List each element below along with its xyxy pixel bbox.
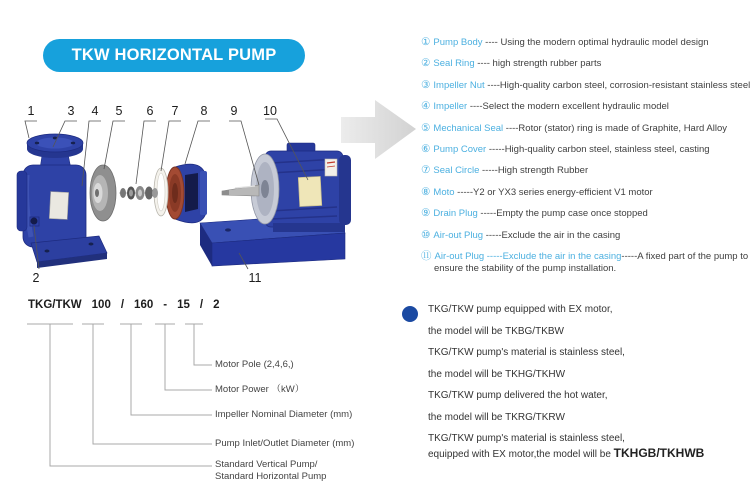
part-number-badge: ⑥ <box>421 142 431 155</box>
model-label-standard-horizontal: Standard Horizontal Pump <box>215 471 327 482</box>
part-number-badge: ④ <box>421 100 431 113</box>
part-callout: 1 <box>27 104 35 118</box>
part-name: Impeller Nut <box>433 79 485 91</box>
model-label-motor-pole: Motor Pole (2,4,6,) <box>215 359 294 370</box>
part-callout: 6 <box>146 104 154 118</box>
note-line <box>428 447 753 461</box>
part-description: ----High-quality carbon steel, corrosion-resistant stainless steel <box>484 79 751 91</box>
note-line: the model will be TKBG/TKBW <box>428 325 564 337</box>
model-label-inlet-outlet: Pump Inlet/Outlet Diameter (mm) <box>215 438 355 449</box>
part-list-item <box>421 36 756 49</box>
part-list-item <box>421 207 756 220</box>
model-separator: / <box>120 299 125 311</box>
part-callout: 7 <box>171 104 179 118</box>
part-number-badge: ⑩ <box>421 228 431 241</box>
mechanical-seal-parts <box>119 186 158 200</box>
model-code-tree-lines <box>0 318 400 493</box>
model-code <box>28 299 219 311</box>
part-list-item <box>421 164 756 177</box>
model-separator: / <box>199 299 204 311</box>
pump-cover <box>166 164 207 223</box>
part-number-badge: ⑪ <box>421 249 432 262</box>
right-arrow-icon <box>341 100 416 159</box>
part-description: -----Exclude the air in the casing <box>483 229 621 241</box>
part-name: Pump Cover <box>433 143 487 155</box>
part-name: Pump Body <box>433 37 483 48</box>
note-bullet-icon <box>402 306 418 322</box>
note-model-code-strong: TKHGB/TKHWB <box>613 446 705 460</box>
page-title: TKW HORIZONTAL PUMP <box>71 46 277 64</box>
part-list-item <box>421 143 756 156</box>
model-separator: - <box>163 299 168 311</box>
part-callout: 9 <box>230 104 238 118</box>
part-name: Impeller <box>433 101 468 113</box>
part-description: -----A fixed part of the pump to ensure the stability of the pump installation. <box>434 250 749 274</box>
motor-shaft <box>222 185 259 196</box>
part-list-item <box>421 57 756 70</box>
part-number-badge: ③ <box>421 78 431 91</box>
part-name: Air-out Plug -----Exclude the air in the casing <box>434 250 622 262</box>
note-line: TKG/TKW pump's material is stainless steel, <box>428 433 625 444</box>
part-name: Mechanical Seal <box>433 122 504 134</box>
part-number-badge: ⑧ <box>421 185 431 198</box>
model-label-impeller-diameter: Impeller Nominal Diameter (mm) <box>215 409 353 420</box>
model-label-motor-power: Motor Power （kW） <box>215 384 305 395</box>
part-callout: 5 <box>115 104 123 118</box>
model-segment-pole: 2 <box>213 299 220 311</box>
model-segment-impeller: 160 <box>134 299 154 311</box>
parts-list <box>421 36 756 283</box>
part-callout: 11 <box>248 271 262 285</box>
part-description: -----High-quality carbon steel, stainless steel, casting <box>486 143 710 155</box>
part-name: Seal Circle <box>433 165 480 177</box>
part-number-badge: ① <box>421 36 431 48</box>
part-list-item <box>421 229 756 242</box>
note-line: TKG/TKW pump delivered the hot water, <box>428 390 608 401</box>
model-segment-series: TKG/TKW <box>28 299 82 311</box>
note-line: TKG/TKW pump's material is stainless steel, <box>428 347 625 358</box>
impeller <box>90 165 116 221</box>
part-callout: 10 <box>263 104 277 118</box>
part-list-item <box>421 250 756 275</box>
part-name: Seal Ring <box>433 58 475 70</box>
part-callout: 8 <box>200 104 208 118</box>
pump-exploded-diagram <box>3 93 433 298</box>
model-variant-notes <box>428 303 753 470</box>
part-description: -----Y2 or YX3 series energy-efficient V1 motor <box>454 186 653 198</box>
part-description: ----Select the modern excellent hydraulic model <box>467 101 669 113</box>
part-callout: 2 <box>32 271 40 285</box>
note-line: TKG/TKW pump equipped with EX motor, <box>428 304 613 315</box>
part-description: ---- high strength rubber parts <box>474 58 602 70</box>
part-list-item <box>421 79 756 92</box>
part-description: ----Rotor (stator) ring is made of Graphite, Hard Alloy <box>503 122 727 134</box>
part-list-item <box>421 122 756 135</box>
part-number-badge: ② <box>421 57 431 70</box>
part-list-item <box>421 100 756 113</box>
part-description: ---- Using the modern optimal hydraulic model design <box>482 37 709 48</box>
part-callout: 4 <box>91 104 99 118</box>
note-line-text: equipped with EX motor,the model will be <box>428 449 614 460</box>
model-segment-power: 15 <box>177 299 190 311</box>
note-line: the model will be TKRG/TKRW <box>428 411 565 423</box>
part-list-item <box>421 186 756 199</box>
part-number-badge: ⑨ <box>421 207 431 220</box>
part-name: Air-out Plug <box>433 229 484 241</box>
part-name: Moto <box>433 186 455 198</box>
model-label-standard-vertical: Standard Vertical Pump/ <box>215 459 318 470</box>
part-number-badge: ⑦ <box>421 164 431 177</box>
note-line: the model will be TKHG/TKHW <box>428 368 566 380</box>
part-description: -----Empty the pump case once stopped <box>477 208 648 220</box>
part-name: Drain Plug <box>433 208 478 220</box>
title-banner <box>43 39 305 72</box>
part-callout: 3 <box>67 104 75 118</box>
model-label-standard-pump <box>215 459 326 483</box>
part-number-badge: ⑤ <box>421 121 431 134</box>
model-segment-inlet: 100 <box>91 299 111 311</box>
part-description: -----High strength Rubber <box>479 165 589 177</box>
motor <box>251 143 351 232</box>
